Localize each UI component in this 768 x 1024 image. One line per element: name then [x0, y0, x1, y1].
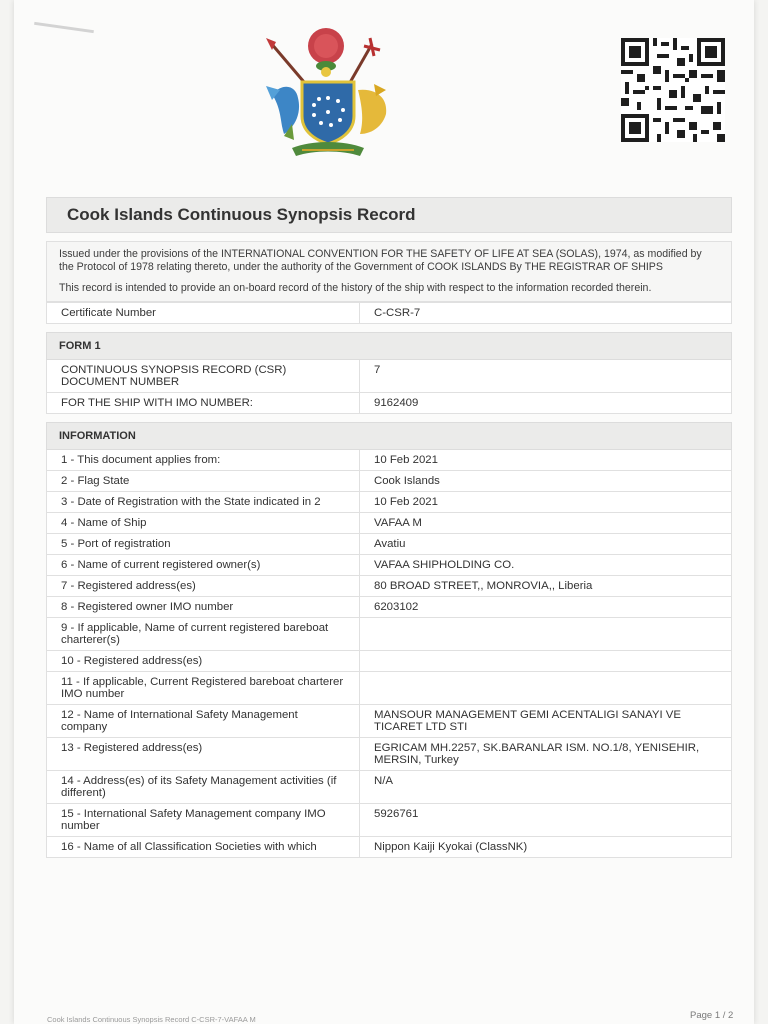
coat-of-arms-icon — [262, 24, 394, 164]
field-value: 10 Feb 2021 — [374, 454, 438, 466]
table-row — [46, 837, 732, 858]
footer-document-reference: Cook Islands Continuous Synopsis Record C-CSR-7-VAFAA M — [47, 1015, 256, 1024]
table-row — [46, 492, 732, 513]
table-row — [46, 471, 732, 492]
field-label: FOR THE SHIP WITH IMO NUMBER: — [47, 393, 360, 413]
table-row — [46, 804, 732, 837]
field-label: 3 - Date of Registration with the State indicated in 2 — [47, 492, 360, 512]
field-value: EGRICAM MH.2257, SK.BARANLAR ISM. NO.1/8, YENISEHIR, MERSIN, Turkey — [374, 742, 700, 766]
field-value: 9162409 — [374, 397, 419, 409]
table-row — [46, 705, 732, 738]
paper-fold-mark — [34, 22, 94, 33]
field-label: 9 - If applicable, Name of current registered bareboat charterer(s) — [47, 618, 360, 650]
field-value: MANSOUR MANAGEMENT GEMI ACENTALIGI SANAYI VE TICARET LTD STI — [374, 709, 681, 733]
field-label: 8 - Registered owner IMO number — [47, 597, 360, 617]
field-label: 4 - Name of Ship — [47, 513, 360, 533]
field-value: 10 Feb 2021 — [374, 496, 438, 508]
field-label: 16 - Name of all Classification Societies with which — [47, 837, 360, 857]
table-row — [46, 738, 732, 771]
field-label: 1 - This document applies from: — [47, 450, 360, 470]
table-row — [46, 534, 732, 555]
table-row — [46, 555, 732, 576]
table-row — [46, 618, 732, 651]
field-value: VAFAA M — [374, 517, 422, 529]
record-content — [46, 197, 732, 858]
qr-code-icon — [621, 38, 725, 142]
table-row — [46, 771, 732, 804]
field-label: 12 - Name of International Safety Management company — [47, 705, 360, 737]
field-label: CONTINUOUS SYNOPSIS RECORD (CSR) DOCUMENT NUMBER — [47, 360, 360, 392]
field-value: N/A — [374, 775, 393, 787]
field-label: 10 - Registered address(es) — [47, 651, 360, 671]
field-value: 6203102 — [374, 601, 419, 613]
intro-box — [46, 241, 732, 302]
field-value: Nippon Kaiji Kyokai (ClassNK) — [374, 841, 528, 853]
certificate-number-row — [46, 302, 732, 324]
information-table — [46, 450, 732, 858]
intro-paragraph-2: This record is intended to provide an on-board record of the history of the ship with respect to the information recorded therein. — [59, 282, 652, 294]
form1-table — [46, 360, 732, 414]
document-sheet — [14, 0, 754, 1024]
page-number: Page 1 / 2 — [690, 1010, 734, 1021]
field-label: 7 - Registered address(es) — [47, 576, 360, 596]
certificate-number-label: Certificate Number — [47, 303, 360, 323]
field-value: VAFAA SHIPHOLDING CO. — [374, 559, 515, 571]
field-label: 15 - International Safety Management company IMO number — [47, 804, 360, 836]
table-row — [46, 360, 732, 393]
information-heading: INFORMATION — [46, 422, 732, 450]
field-label: 13 - Registered address(es) — [47, 738, 360, 770]
field-label: 11 - If applicable, Current Registered bareboat charterer IMO number — [47, 672, 360, 704]
table-row — [46, 651, 732, 672]
page-title: Cook Islands Continuous Synopsis Record — [46, 197, 732, 233]
intro-paragraph-1: Issued under the provisions of the INTERNATIONAL CONVENTION FOR THE SAFETY OF LIFE AT SEA (SOLAS), 1974, as modified by the Protocol of 1978 relating thereto, under the authority of the Government of COOK ISLANDS By THE REGISTRAR OF SHIPS — [59, 248, 702, 273]
field-value — [360, 618, 731, 650]
field-value: 5926761 — [374, 808, 419, 820]
field-value — [360, 651, 731, 671]
field-value: 7 — [374, 364, 381, 376]
certificate-number-value: C-CSR-7 — [374, 307, 421, 319]
table-row — [46, 576, 732, 597]
table-row — [46, 450, 732, 471]
field-label: 2 - Flag State — [47, 471, 360, 491]
table-row — [46, 672, 732, 705]
table-row — [46, 513, 732, 534]
field-value: Avatiu — [374, 538, 406, 550]
table-row — [46, 597, 732, 618]
field-label: 5 - Port of registration — [47, 534, 360, 554]
table-row — [46, 393, 732, 414]
field-value: Cook Islands — [374, 475, 440, 487]
field-label: 6 - Name of current registered owner(s) — [47, 555, 360, 575]
form1-heading: FORM 1 — [46, 332, 732, 360]
field-value: 80 BROAD STREET,, MONROVIA,, Liberia — [374, 580, 593, 592]
field-value — [360, 672, 731, 704]
field-label: 14 - Address(es) of its Safety Management activities (if different) — [47, 771, 360, 803]
